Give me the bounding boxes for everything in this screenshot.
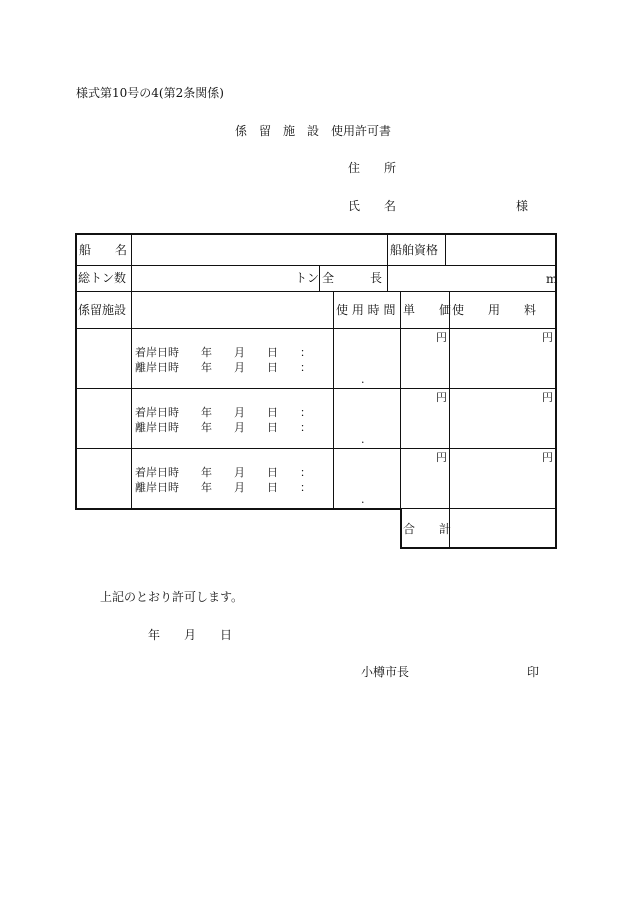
date-line: 年 月 日 xyxy=(148,628,233,642)
row-line-1 xyxy=(76,265,556,266)
departure-datetime-1: 離岸日時 年 月 日 ： xyxy=(135,361,311,374)
length-label: 全 長 xyxy=(322,271,383,285)
facility-label: 係留施設 xyxy=(78,303,127,317)
fee-unit-1: 円 xyxy=(542,331,553,344)
total-box-top xyxy=(400,508,556,509)
time-dot-2: . xyxy=(361,433,365,446)
row-line-4 xyxy=(76,388,556,389)
col-line-ton xyxy=(319,265,320,291)
col-line-ship-qual-right xyxy=(445,234,446,265)
col-line-fee xyxy=(449,291,450,509)
price-unit-1: 円 xyxy=(436,331,447,344)
col-line-time xyxy=(333,291,334,509)
form-number: 様式第10号の4(第2条関係) xyxy=(76,86,224,100)
permission-statement: 上記のとおり許可します。 xyxy=(100,590,244,604)
price-unit-2: 円 xyxy=(436,391,447,404)
issuer-name: 小樽市長 xyxy=(361,665,410,679)
seal-mark: 印 xyxy=(527,665,540,679)
arrival-datetime-2: 着岸日時 年 月 日 ： xyxy=(135,406,311,419)
col-line-ship-qual-left xyxy=(387,234,388,265)
name-label: 氏 名 xyxy=(348,199,397,213)
departure-datetime-3: 離岸日時 年 月 日 ： xyxy=(135,481,311,494)
unit-price-label: 単 価 xyxy=(403,303,452,317)
row-line-3 xyxy=(76,328,556,329)
fee-unit-3: 円 xyxy=(542,451,553,464)
usage-fee-label: 使 用 料 xyxy=(452,303,537,317)
row-line-2 xyxy=(76,291,556,292)
ship-qualification-label: 船舶資格 xyxy=(390,243,439,257)
honorific: 様 xyxy=(516,199,529,213)
departure-datetime-2: 離岸日時 年 月 日 ： xyxy=(135,421,311,434)
gross-tonnage-label: 総トン数 xyxy=(78,271,127,285)
time-dot-3: . xyxy=(361,493,365,506)
arrival-datetime-1: 着岸日時 年 月 日 ： xyxy=(135,346,311,359)
total-label: 合 計 xyxy=(403,522,452,536)
col-line-price xyxy=(400,291,401,509)
ton-unit: トン xyxy=(295,271,320,285)
fee-unit-2: 円 xyxy=(542,391,553,404)
col-line-length xyxy=(387,265,388,291)
usage-time-label: 使 用 時 間 xyxy=(336,303,396,317)
ship-name-label: 船 名 xyxy=(79,243,128,257)
time-dot-1: . xyxy=(361,373,365,386)
row-line-5 xyxy=(76,448,556,449)
price-unit-3: 円 xyxy=(436,451,447,464)
table-border-bottom-left xyxy=(75,508,402,510)
document-title: 係 留 施 設 使用許可書 xyxy=(235,124,392,138)
table-border-top xyxy=(75,233,557,235)
arrival-datetime-3: 着岸日時 年 月 日 ： xyxy=(135,466,311,479)
address-label: 住 所 xyxy=(348,161,397,175)
meter-unit: m xyxy=(546,272,558,286)
col-line-label xyxy=(131,234,132,509)
total-box-left xyxy=(400,508,402,549)
total-box-bottom xyxy=(400,547,557,549)
table-border-left xyxy=(75,233,77,510)
